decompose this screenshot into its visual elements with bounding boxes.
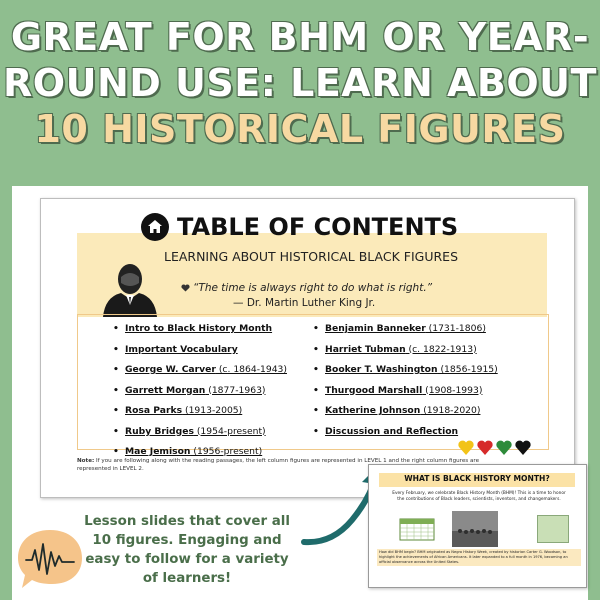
toc-item[interactable]: • Booker T. Washington (1856-1915) xyxy=(313,360,498,381)
bhm-slide-preview xyxy=(368,464,587,588)
heart-icon xyxy=(515,441,530,455)
toc-item[interactable]: • Katherine Johnson (1918-2020) xyxy=(313,401,498,422)
toc-item[interactable]: • Garrett Morgan (1877-1963) xyxy=(113,381,287,402)
toc-item[interactable]: • Benjamin Banneker (1731-1806) xyxy=(313,319,498,340)
heart-icon xyxy=(496,441,511,455)
toc-item[interactable]: • Intro to Black History Month xyxy=(113,319,287,340)
toc-item[interactable]: • Important Vocabulary xyxy=(113,340,287,361)
toc-item[interactable]: • Discussion and Reflection xyxy=(313,422,498,443)
heart-icon xyxy=(458,441,473,455)
toc-right-column xyxy=(313,319,498,442)
home-icon xyxy=(141,213,169,241)
footnote: Note: If you are following along with the reading passages, the left column figures are represented in LEVEL 1 and the right column figures are represented in LEVEL 2. xyxy=(77,458,480,472)
quote-text: “The time is always right to do what is right.” xyxy=(193,282,433,294)
headline xyxy=(0,14,600,152)
portrait-illustration xyxy=(99,259,161,317)
quote xyxy=(181,281,511,311)
fact-box xyxy=(537,515,569,543)
quote-author: — Dr. Martin Luther King Jr. xyxy=(233,297,376,309)
slide2-paragraph: Every February, we celebrate Black History Month (BHM)! This is a time to honor the contributions of Black leaders, scientists, inventors, and changemakers. xyxy=(392,491,566,502)
speech-bubble-icon xyxy=(16,526,84,592)
toc-title xyxy=(141,213,521,241)
toc-item[interactable]: • Rosa Parks (1913-2005) xyxy=(113,401,287,422)
toc-item[interactable]: • Mae Jemison (1956-present) xyxy=(113,442,287,463)
heart-icon xyxy=(477,441,492,455)
heart-icon xyxy=(181,284,190,292)
calendar-icon xyxy=(399,517,435,541)
toc-slide xyxy=(40,198,575,498)
hearts-row xyxy=(456,439,536,457)
toc-left-column xyxy=(113,319,287,463)
headline-line-2: ROUND USE: LEARN ABOUT xyxy=(3,61,597,105)
toc-title-text: TABLE OF CONTENTS xyxy=(177,213,459,241)
toc-subtitle: LEARNING ABOUT HISTORICAL BLACK FIGURES xyxy=(163,249,459,264)
toc-item[interactable]: • George W. Carver (c. 1864-1943) xyxy=(113,360,287,381)
caption: Lesson slides that cover all 10 figures. Engaging and easy to follow for a variety of learners! xyxy=(84,514,290,586)
historical-photo xyxy=(452,511,498,547)
toc-item[interactable]: • Ruby Bridges (1954-present) xyxy=(113,422,287,443)
toc-item[interactable]: • Thurgood Marshall (1908-1993) xyxy=(313,381,498,402)
did-you-know: How did BHM begin? BHM originated as Negro History Week, created by historian Carter G. Woodson, to highlight the achievements of African Americans. It later expanded to a full month in 1976, becoming an official observance across the United States. xyxy=(377,549,581,566)
headline-line-1: GREAT FOR BHM OR YEAR- xyxy=(10,15,590,59)
toc-item[interactable]: • Harriet Tubman (c. 1822-1913) xyxy=(313,340,498,361)
headline-line-3: 10 HISTORICAL FIGURES xyxy=(34,107,566,151)
slide2-title: WHAT IS BLACK HISTORY MONTH? xyxy=(404,474,550,483)
